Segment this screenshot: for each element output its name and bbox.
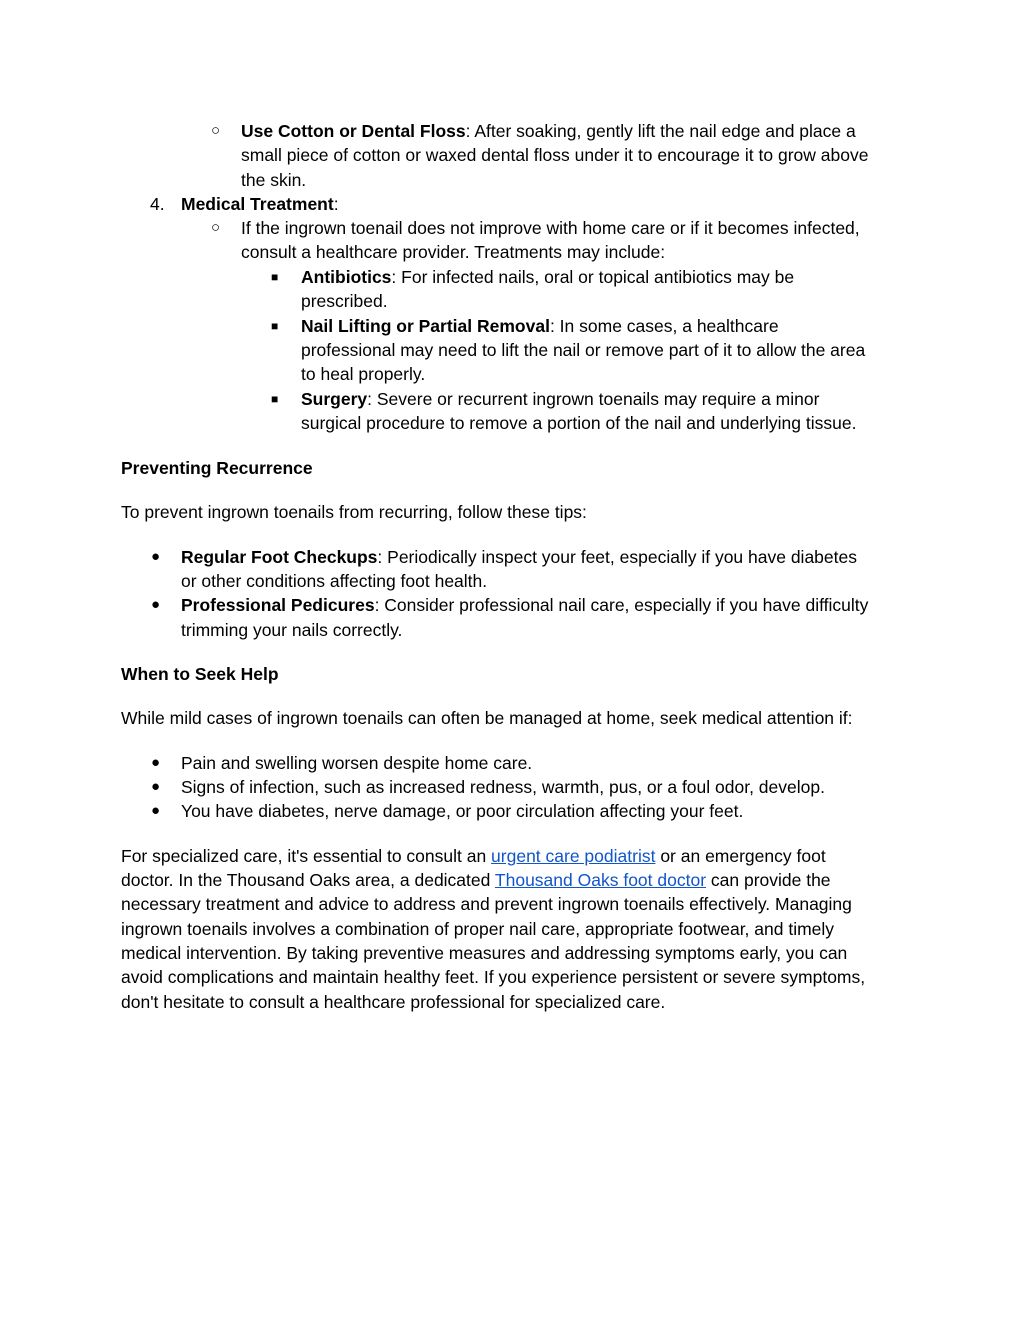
surgery-title: Surgery xyxy=(301,389,368,409)
surgery-text: : Severe or recurrent ingrown toenails may require a minor xyxy=(367,389,820,409)
square-bullet-icon: ■ xyxy=(271,392,279,406)
pedicures-line-2: trimming your nails correctly. xyxy=(181,620,403,640)
surgery-line-2: surgical procedure to remove a portion of the nail and underlying tissue. xyxy=(301,413,857,433)
nail-lifting-title: Nail Lifting or Partial Removal xyxy=(301,316,550,336)
closing-line-1 xyxy=(121,844,826,868)
seek-help-heading: When to Seek Help xyxy=(121,664,279,684)
nail-lifting-line-1 xyxy=(301,314,779,338)
cotton-floss-line-1 xyxy=(241,119,856,143)
checkups-text: : Periodically inspect your feet, especially if you have diabetes xyxy=(377,547,857,567)
checkups-line-1 xyxy=(181,545,857,569)
surgery-line-1 xyxy=(301,387,819,411)
cotton-floss-line-3: the skin. xyxy=(241,170,307,190)
bullet-icon: ● xyxy=(151,802,161,819)
list-item: You have diabetes, nerve damage, or poor circulation affecting your feet. xyxy=(181,801,744,821)
thousand-oaks-foot-doctor-link[interactable]: Thousand Oaks foot doctor xyxy=(494,870,707,890)
closing-line-2 xyxy=(121,868,831,892)
medical-treatment-colon: : xyxy=(333,194,339,214)
medical-sub-line-2: consult a healthcare provider. Treatments may include: xyxy=(241,242,666,262)
antibiotics-title: Antibiotics xyxy=(301,267,392,287)
seek-help-intro: While mild cases of ingrown toenails can often be managed at home, seek medical attention if: xyxy=(121,708,853,728)
bullet-icon: ● xyxy=(151,596,161,613)
urgent-care-podiatrist-link[interactable]: urgent care podiatrist xyxy=(491,846,656,866)
checkups-line-2: or other conditions affecting foot health. xyxy=(181,571,488,591)
closing-line-7: don't hesitate to consult a healthcare professional for specialized care. xyxy=(121,992,666,1012)
pedicures-title: Professional Pedicures xyxy=(181,595,375,615)
square-bullet-icon: ■ xyxy=(271,319,279,333)
cotton-floss-text: : After soaking, gently lift the nail edge and place a xyxy=(465,121,856,141)
square-bullet-icon: ■ xyxy=(271,270,279,284)
antibiotics-text: : For infected nails, oral or topical antibiotics may be xyxy=(391,267,795,287)
pedicures-line-1 xyxy=(181,593,868,617)
circle-bullet-icon: ○ xyxy=(211,122,221,139)
preventing-intro: To prevent ingrown toenails from recurring, follow these tips: xyxy=(121,502,587,522)
closing-text: For specialized care, it's essential to consult an xyxy=(121,846,492,866)
closing-line-3: necessary treatment and advice to address and prevent ingrown toenails effectively. Managing xyxy=(121,894,852,914)
nail-lifting-line-3: to heal properly. xyxy=(301,364,426,384)
closing-text: can provide the xyxy=(706,870,831,890)
pedicures-text: : Consider professional nail care, especially if you have difficulty xyxy=(374,595,869,615)
closing-line-6: avoid complications and maintain healthy feet. If you experience persistent or severe symptoms, xyxy=(121,967,866,987)
closing-text: doctor. In the Thousand Oaks area, a dedicated xyxy=(121,870,495,890)
closing-line-5: medical intervention. By taking preventive measures and addressing symptoms early, you can xyxy=(121,943,848,963)
nail-lifting-line-2: professional may need to lift the nail or remove part of it to allow the area xyxy=(301,340,866,360)
bullet-icon: ● xyxy=(151,754,161,771)
antibiotics-line-1 xyxy=(301,265,794,289)
list-number: 4. xyxy=(150,194,165,214)
cotton-floss-title: Use Cotton or Dental Floss xyxy=(241,121,466,141)
closing-line-4: ingrown toenails involves a combination of proper nail care, appropriate footwear, and timely xyxy=(121,919,835,939)
checkups-title: Regular Foot Checkups xyxy=(181,547,378,567)
list-item: Signs of infection, such as increased redness, warmth, pus, or a foul odor, develop. xyxy=(181,777,825,797)
bullet-icon: ● xyxy=(151,548,161,565)
list-item: Pain and swelling worsen despite home care. xyxy=(181,753,533,773)
medical-sub-line-1: If the ingrown toenail does not improve with home care or if it becomes infected, xyxy=(241,218,860,238)
nail-lifting-text: : In some cases, a healthcare xyxy=(549,316,779,336)
closing-text: or an emergency foot xyxy=(655,846,826,866)
medical-treatment-title: Medical Treatment xyxy=(181,194,334,214)
antibiotics-line-2: prescribed. xyxy=(301,291,388,311)
bullet-icon: ● xyxy=(151,778,161,795)
preventing-heading: Preventing Recurrence xyxy=(121,458,313,478)
medical-treatment-heading xyxy=(181,192,339,216)
circle-bullet-icon: ○ xyxy=(211,219,221,236)
cotton-floss-line-2: small piece of cotton or waxed dental floss under it to encourage it to grow above xyxy=(241,145,869,165)
